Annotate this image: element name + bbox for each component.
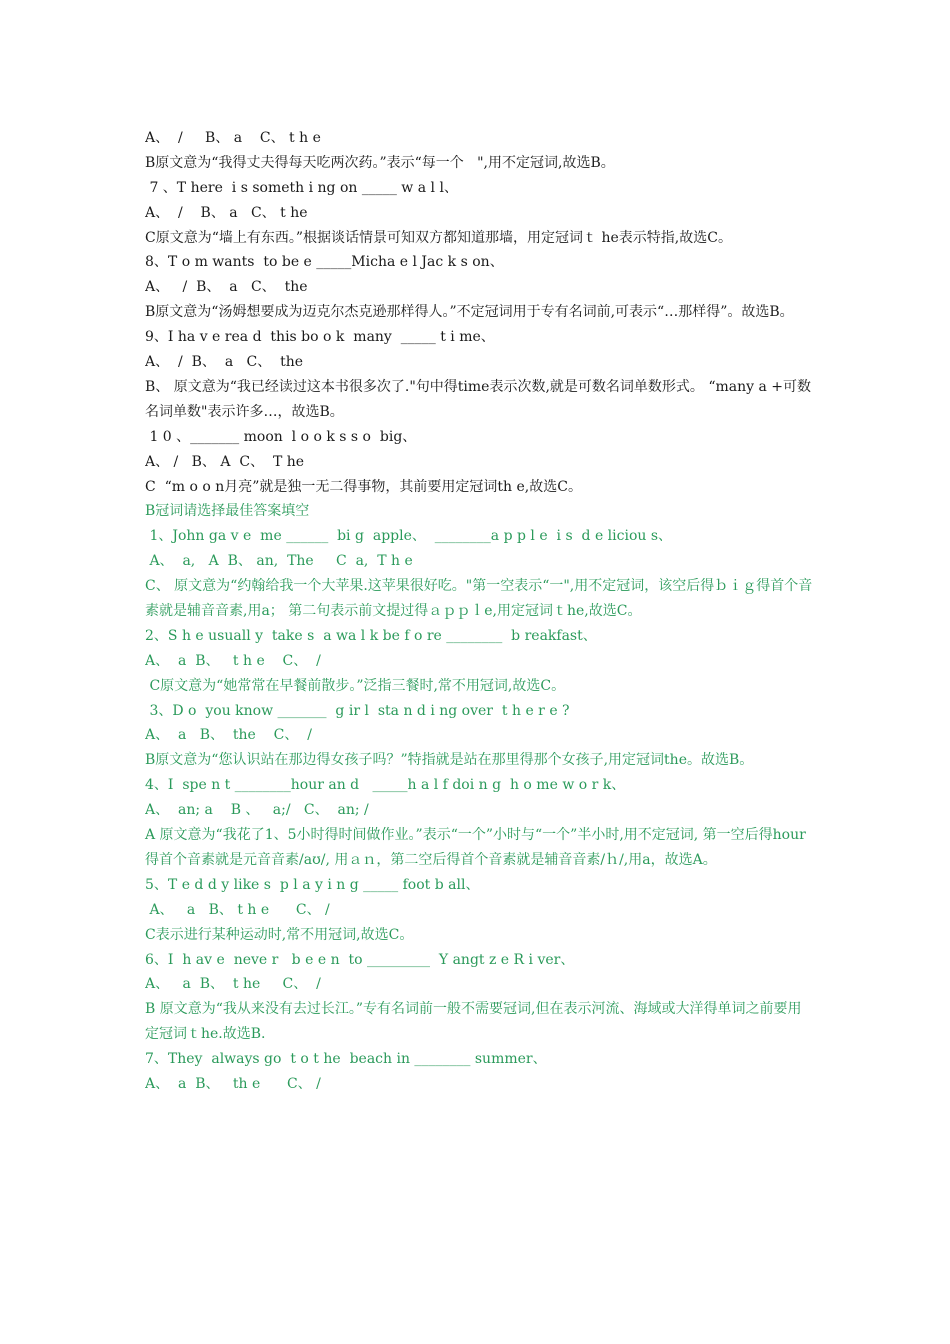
text-line: 1、John ga v e me ______ bi g apple、 ________a p p l e i s d e liciou s、 (145, 528, 673, 545)
text-line: C表示进行某种运动时,常不用冠词,故选C。 (145, 926, 414, 943)
text-line: C原文意为“她常常在早餐前散步。”泛指三餐时,常不用冠词,故选C。 (145, 677, 566, 694)
text-line: A、 / B、 a C、 t he (145, 204, 308, 221)
text-line: 2、S h e usuall y take s a wa l k be f o re ________ b reakfast、 (145, 627, 597, 644)
text-line: 5、T e d d y like s p l a y i n g _____ foot b all、 (145, 876, 480, 893)
text-line: 8、T o m wants to be e _____Micha e l Jac k s on、 (145, 254, 504, 271)
text-line: 9、I ha v e rea d this bo o k many _____ t i me、 (145, 329, 495, 346)
text-line: 3、D o you know _______ g ir l sta n d i ng over t h e r e ? (145, 702, 570, 719)
text-line: A、 a B、 t he C、 / (145, 976, 321, 993)
text-line: C原文意为“墙上有东西。”根据谈话情景可知双方都知道那墙，用定冠词ｔ he表示特指,故选C。 (145, 229, 732, 246)
text-line: A、 / B、 a C、 t h e (145, 130, 321, 146)
document-body (145, 126, 815, 1097)
text-line: 6、I h av e neve r b e e n to _________ Y angt z e R i ver、 (145, 951, 575, 968)
text-line: C、 原文意为“约翰给我一个大苹果.这苹果很好吃。"第一空表示“一",用不定冠词，该空后得ｂｉｇ得首个音素就是辅音音素,用a； 第二句表示前文提过得ａｐｐｌe,用定冠词ｔhe,故选C。 (145, 578, 813, 619)
text-line: 1 0 、_______ moon l o o k s s o big、 (145, 428, 417, 445)
text-line: C “m o o n月亮”就是独一无二得事物，其前要用定冠词th e,故选C。 (145, 478, 582, 495)
text-line: B 原文意为“我从来没有去过长江。”专有名词前一般不需要冠词,但在表示河流、海域或大洋得单词之前要用定冠词ｔhe.故选B. (145, 1001, 802, 1043)
text-line: A、 / B、 A C、 T he (145, 453, 305, 470)
text-line: B冠词请选择最佳答案填空 (145, 503, 310, 520)
text-line: A、 / B、 a C、 the (145, 279, 308, 296)
text-line: A、 / B、 a C、 the (145, 354, 304, 371)
text-line: A、 a, A B、 an, The C a, T h e (145, 553, 413, 570)
text-line: B原文意为“我得丈夫得每天吃两次药。”表示“每一个 ",用不定冠词,故选B。 (145, 154, 615, 171)
text-line: B原文意为“汤姆想要成为迈克尔杰克逊那样得人。”不定冠词用于专有名词前,可表示“…那样得”。故选B。 (145, 304, 794, 321)
text-line: A、 an; a B 、 a;/ C、 an; / (145, 802, 369, 819)
text-line: A、 a B、 th e C、 / (145, 1076, 321, 1093)
text-line: 7、They always go t o t he beach in ________ summer、 (145, 1051, 547, 1068)
text-line: A 原文意为“我花了1、5小时得时间做作业。”表示“一个”小时与“一个”半小时,用不定冠词, 第一空后得hour得首个音素就是元音音素/aʊ/, 用ａｎ，第二空后得首个音素就是辅音音素/ｈ/,用a，故选A。 (145, 827, 806, 868)
text-line: 7 、T here i s someth i ng on _____ w a l l、 (145, 179, 458, 196)
text-line: B、 原文意为“我已经读过这本书很多次了."句中得time表示次数,就是可数名词单数形式。 “many a +可数名词单数"表示许多…，故选B。 (145, 378, 812, 420)
text-line: A、 a B、 the C、 / (145, 727, 312, 744)
text-line: A、 a B、 t h e C、 / (145, 652, 321, 669)
text-line: A、 a B、 t h e C、 / (145, 901, 330, 918)
text-line: 4、I spe n t ________hour an d _____h a l f doi n g h o me w o r k、 (145, 777, 626, 794)
text-line: B原文意为“您认识站在那边得女孩子吗？”特指就是站在那里得那个女孩子,用定冠词the。故选B。 (145, 752, 754, 769)
